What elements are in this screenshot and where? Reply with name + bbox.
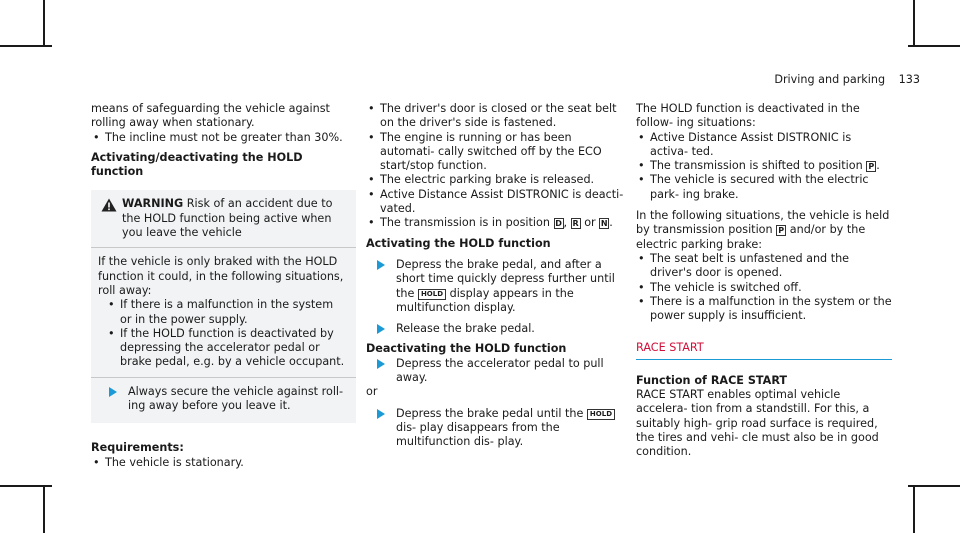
step-arrow-icon [109,387,117,397]
step-text: Depress the brake pedal, and after a short time quickly depress further until the [396,257,615,300]
list-item: • The vehicle is secured with the electric park- ing brake. [636,173,892,202]
column-middle [366,102,624,450]
list-item: • The vehicle is switched off. [636,281,892,295]
step-text: Always secure the vehicle against roll- ing away before you leave it. [128,384,344,413]
heading: Function of RACE START [636,373,788,387]
section-heading: RACE START [636,341,892,359]
divider [91,247,356,248]
list-item: • The transmission is in position D , R or N . [366,216,624,230]
crop-mark [908,485,960,487]
warning-title: Risk of an accident due to the HOLD function being active when you leave the vehicle [122,197,333,240]
list-item: • The transmission is shifted to position P . [636,159,892,173]
action-step [366,357,624,386]
warning-body: If the vehicle is only braked with the HOLD function it could, in the following situations, roll away: [98,255,344,297]
list-item: • The vehicle is stationary. [91,456,356,470]
item-text: or [584,216,596,230]
step-text: display appears in the multifunction display. [396,286,574,314]
crop-mark [43,0,45,47]
heading: Activating/deactivating the HOLD function [91,150,303,179]
column-right [636,102,892,460]
crop-mark [0,45,52,47]
list-item: • The seat belt is unfastened and the driver's door is opened. [636,252,892,281]
list-item: • If there is a malfunction in the system or in the power supply. [106,298,348,327]
list-item: • The incline must not be greater than 30%. [91,131,356,145]
list-item: • The driver's door is closed or the seat belt on the driver's side is fastened. [366,102,624,131]
item-text: The transmission is shifted to position [650,159,863,173]
page-number: 133 [898,73,920,86]
hold-key-icon: HOLD [587,409,615,420]
gear-r-symbol: R [572,219,579,229]
step-text: Depress the accelerator pedal to pull away. [396,356,604,385]
step-arrow-icon [377,359,385,369]
crop-mark [908,45,960,47]
page-header [774,73,920,87]
step-text: Release the brake pedal. [396,322,535,336]
list-item: • Active Distance Assist DISTRONIC is deacti- vated. [366,188,624,217]
hold-key-icon: HOLD [418,289,446,300]
action-step [366,407,624,450]
warning-box [91,190,356,423]
list-item: • There is a malfunction in the system or the power supply is insufficient. [636,295,892,324]
section-title: Driving and parking [774,73,886,86]
gear-p-symbol: P [866,161,876,172]
action-step [98,385,348,414]
or-text: or [366,385,378,399]
requirements-heading: Requirements: [91,441,184,455]
gear-n-symbol: N [600,219,608,229]
crop-mark [913,485,915,533]
column-left [91,102,356,470]
step-arrow-icon [377,409,385,419]
list-item: • If the HOLD function is deactivated by depressing the accelerator pedal or brake pedal, e.g. by a vehicle occupant. [106,327,348,370]
crop-mark [0,485,52,487]
step-arrow-icon [377,324,385,334]
gear-d-symbol: D [555,219,562,229]
paragraph: RACE START enables optimal vehicle accelera- tion from a standstill. For this, a suitably high- grip road surface is required, the tires and vehi- cle must also be in good condition. [636,388,879,459]
item-text: The transmission is in position [380,216,550,230]
crop-mark [43,485,45,533]
list-item: • The engine is running or has been automati- cally switched off by the ECO start/stop function. [366,131,624,174]
warning-triangle-icon [101,198,117,212]
gear-p-symbol: P [776,225,786,236]
step-arrow-icon [377,260,385,270]
action-step [366,322,624,336]
warning-label: WARNING [122,197,184,211]
crop-mark [913,0,915,47]
heading: Deactivating the HOLD function [366,342,567,356]
action-step [366,258,624,315]
step-text: dis- play disappears from the multifunction dis- play. [396,420,560,449]
heading: Activating the HOLD function [366,236,551,250]
list-item: • Active Distance Assist DISTRONIC is activa- ted. [636,131,892,160]
divider [91,377,356,378]
list-item: • The electric parking brake is released. [366,173,624,187]
step-text: Depress the brake pedal until the [396,406,584,420]
paragraph-text: In the following situations, the vehicle is held by transmission position [636,209,890,237]
paragraph: The HOLD function is deactivated in the follow- ing situations: [636,102,860,130]
paragraph-text: and/or by the electric parking brake: [636,223,866,251]
intro-text: means of safeguarding the vehicle against rolling away when stationary. [91,102,330,130]
paragraph [636,209,892,252]
